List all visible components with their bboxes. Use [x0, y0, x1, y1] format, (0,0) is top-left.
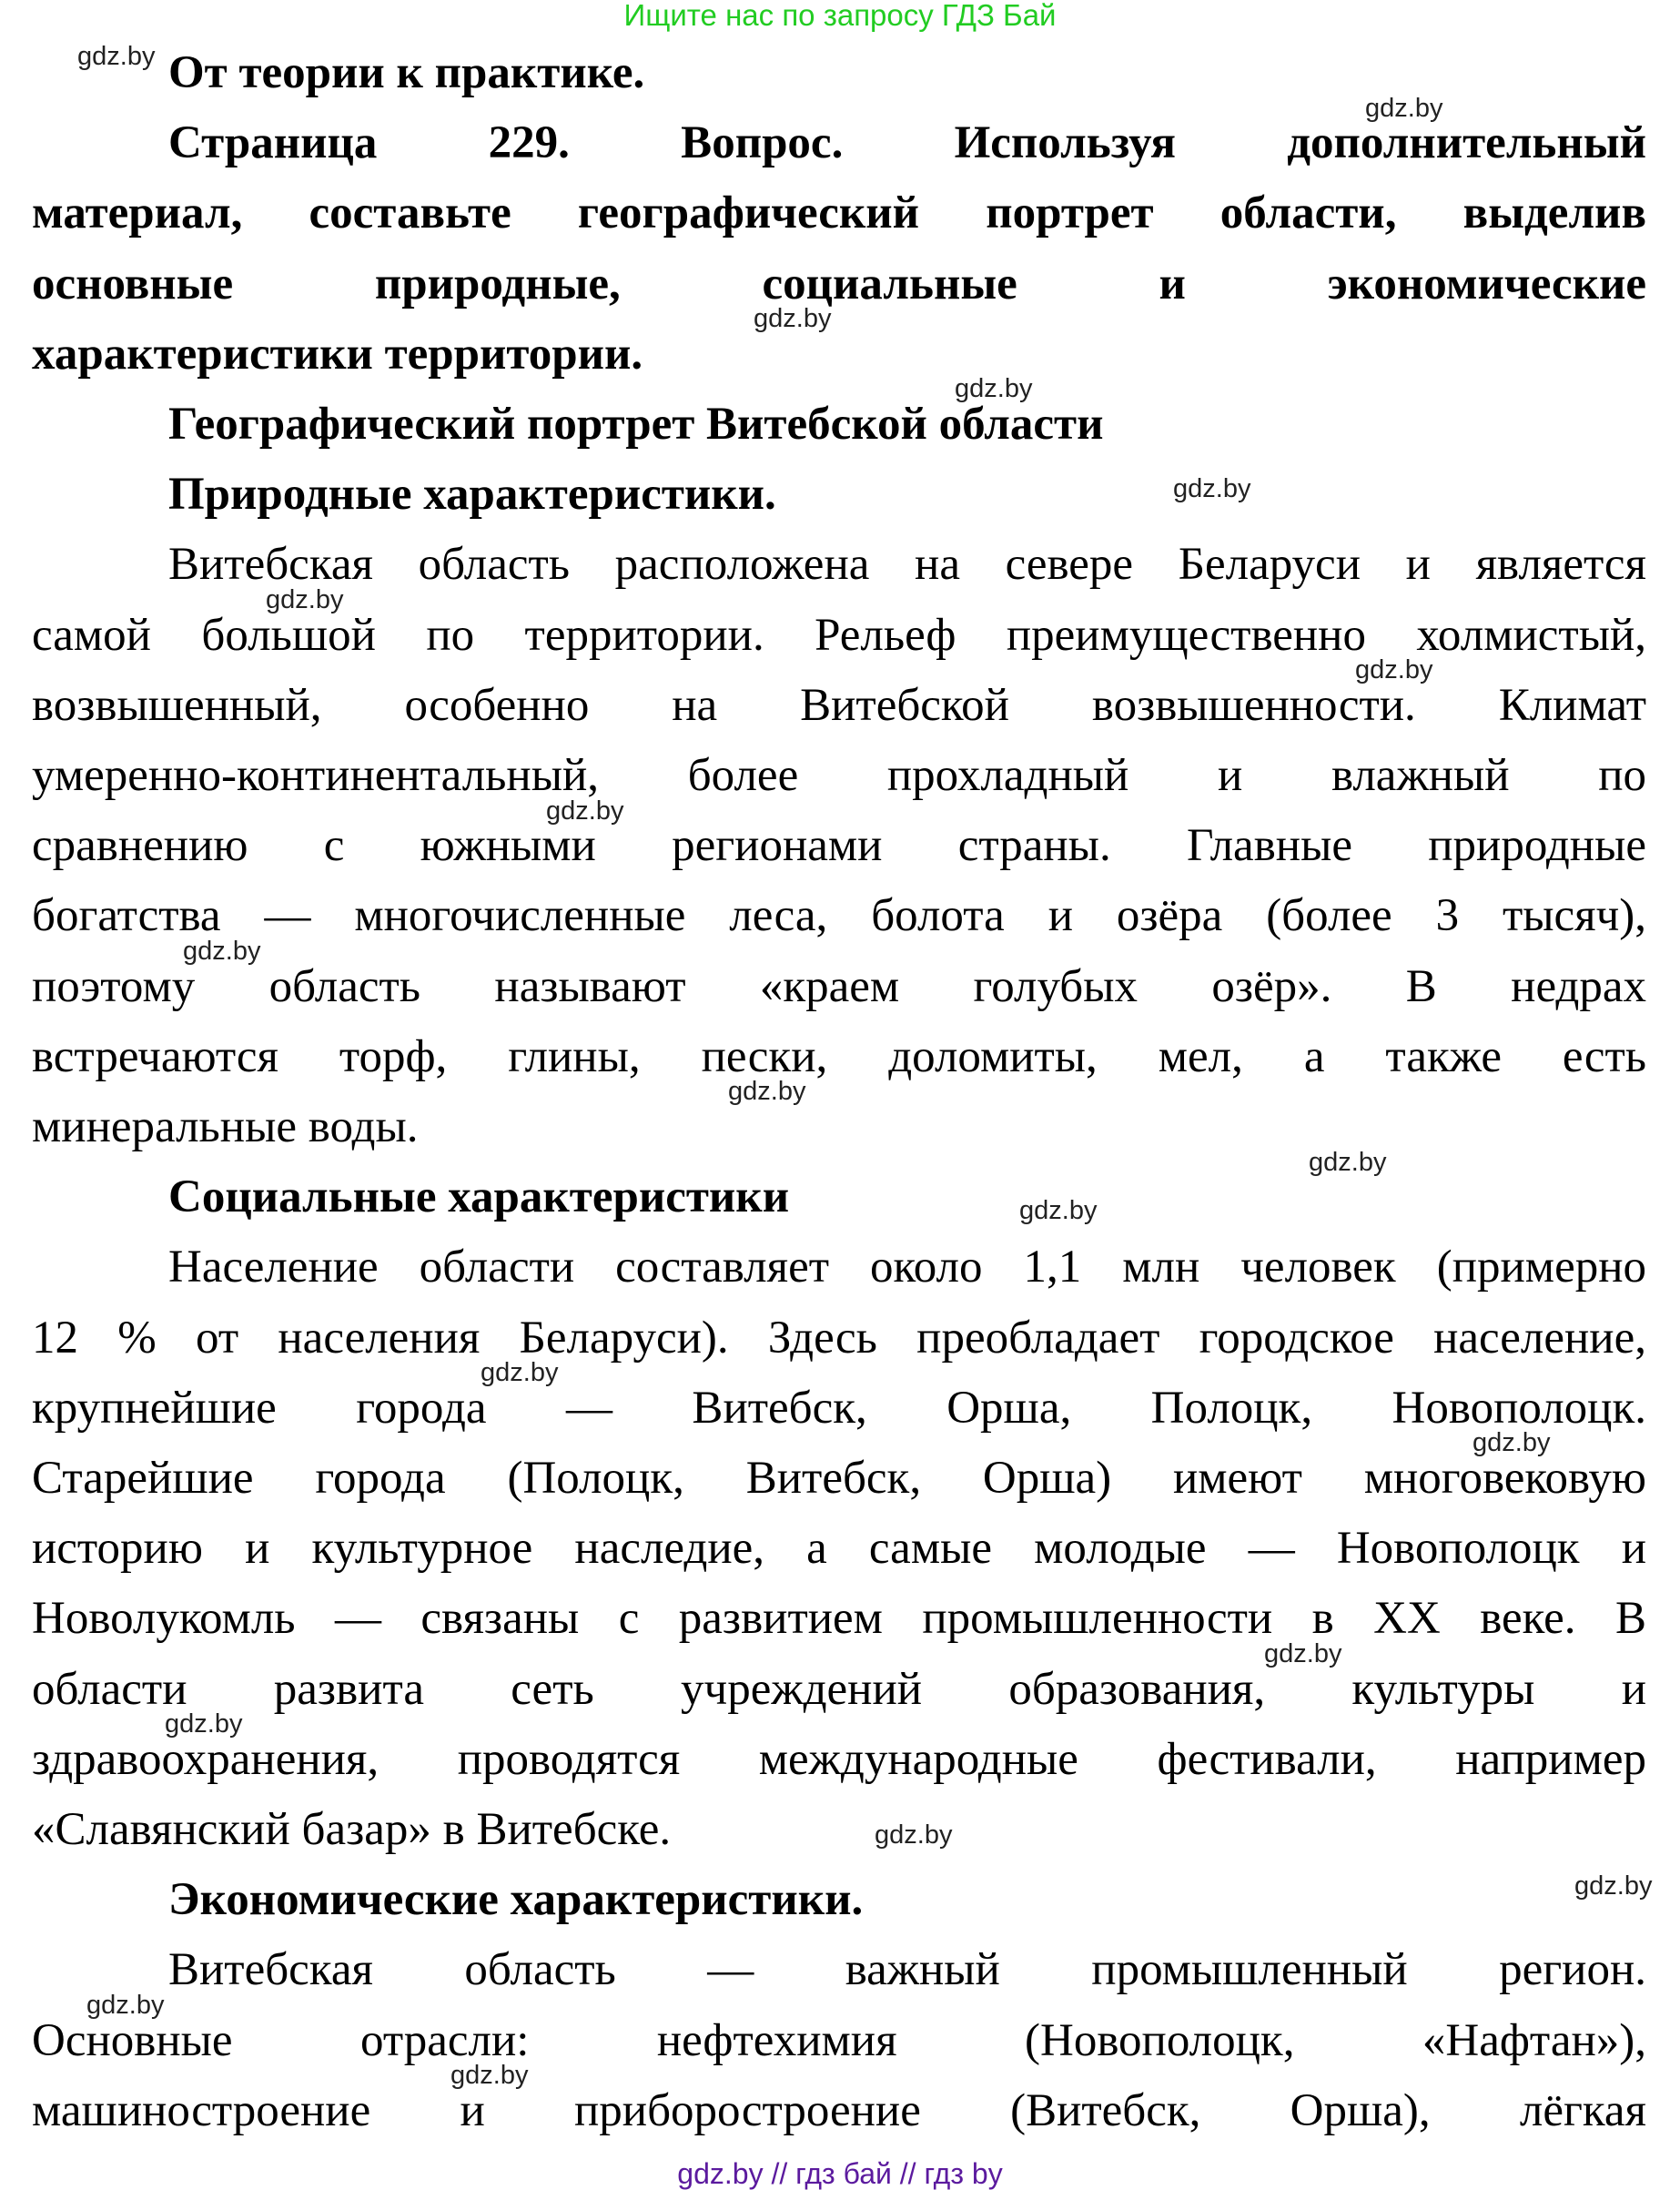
text-line: возвышенный, особенно на Витебской возвышенности. Климат [32, 679, 1646, 731]
watermark: gdz.by [481, 1358, 559, 1388]
text-line: Витебская область — важный промышленный регион. [168, 1944, 1646, 1996]
watermark: gdz.by [1019, 1196, 1098, 1225]
text-line: богатства — многочисленные леса, болота и озёра (более 3 тысяч), [32, 890, 1646, 942]
heading-line: Социальные характеристики [168, 1171, 790, 1223]
watermark: gdz.by [754, 304, 832, 334]
heading-line: характеристики территории. [32, 328, 643, 380]
heading-line: основные природные, социальные и экономические [32, 258, 1646, 309]
watermark: gdz.by [1355, 655, 1433, 685]
text-line: машиностроение и приборостроение (Витебск, Орша), лёгкая [32, 2084, 1646, 2136]
text-line: Основные отрасли: нефтехимия (Новополоцк, «Нафтан»), [32, 2014, 1646, 2066]
text-line: области развита сеть учреждений образования, культуры и [32, 1663, 1646, 1715]
heading-line: От теории к практике. [168, 47, 645, 98]
text-line: сравнению с южными регионами страны. Главные природные [32, 820, 1646, 872]
text-line: встречаются торф, глины, пески, доломиты, мел, а также есть [32, 1030, 1646, 1082]
watermark: gdz.by [875, 1820, 953, 1850]
text-line: Новолукомль — связаны с развитием промышленности в XX веке. В [32, 1593, 1646, 1645]
text-line: самой большой по территории. Рельеф преимущественно холмистый, [32, 609, 1646, 661]
watermark: gdz.by [955, 374, 1033, 404]
watermark: gdz.by [450, 2061, 529, 2091]
text-line: здравоохранения, проводятся международные фестивали, например [32, 1733, 1646, 1785]
watermark: gdz.by [1574, 1871, 1653, 1901]
watermark: gdz.by [266, 585, 344, 614]
heading-line: Страница 229. Вопрос. Используя дополнительный [168, 117, 1646, 169]
text-line: Старейшие города (Полоцк, Витебск, Орша) имеют многовековую [32, 1453, 1646, 1504]
watermark: gdz.by [1473, 1428, 1551, 1458]
watermark: gdz.by [86, 1991, 165, 2020]
text-line: крупнейшие города — Витебск, Орша, Полоцк, Новополоцк. [32, 1382, 1646, 1434]
watermark: gdz.by [1173, 474, 1251, 503]
text-line: 12 % от населения Беларуси). Здесь преобладает городское население, [32, 1312, 1646, 1364]
watermark: gdz.by [183, 937, 261, 966]
text-line: умеренно-континентальный, более прохладный и влажный по [32, 750, 1646, 801]
watermark: gdz.by [77, 42, 156, 71]
watermark: gdz.by [546, 796, 624, 826]
watermark: gdz.by [1264, 1639, 1342, 1668]
watermark: gdz.by [1365, 93, 1443, 123]
text-line: «Славянский базар» в Витебске. [32, 1804, 672, 1855]
watermark: gdz.by [728, 1077, 806, 1107]
footer-banner: gdz.by // гдз бай // гдз by [677, 2157, 1003, 2190]
text-line: историю и культурное наследие, а самые молодые — Новополоцк и [32, 1523, 1646, 1575]
watermark: gdz.by [165, 1709, 243, 1739]
text-line: минеральные воды. [32, 1101, 419, 1152]
heading-line: Природные характеристики. [168, 469, 776, 521]
text-line: Население области составляет около 1,1 млн человек (примерно [168, 1242, 1646, 1293]
search-banner: Ищите нас по запросу ГДЗ Бай [623, 0, 1057, 32]
text-line: Витебская область расположена на севере Беларуси и является [168, 539, 1646, 591]
heading-line: Экономические характеристики. [168, 1874, 864, 1926]
watermark: gdz.by [1309, 1147, 1387, 1177]
heading-line: Географический портрет Витебской области [168, 399, 1104, 450]
text-line: поэтому область называют «краем голубых озёр». В недрах [32, 960, 1646, 1012]
heading-line: материал, составьте географический портрет области, выделив [32, 188, 1646, 239]
